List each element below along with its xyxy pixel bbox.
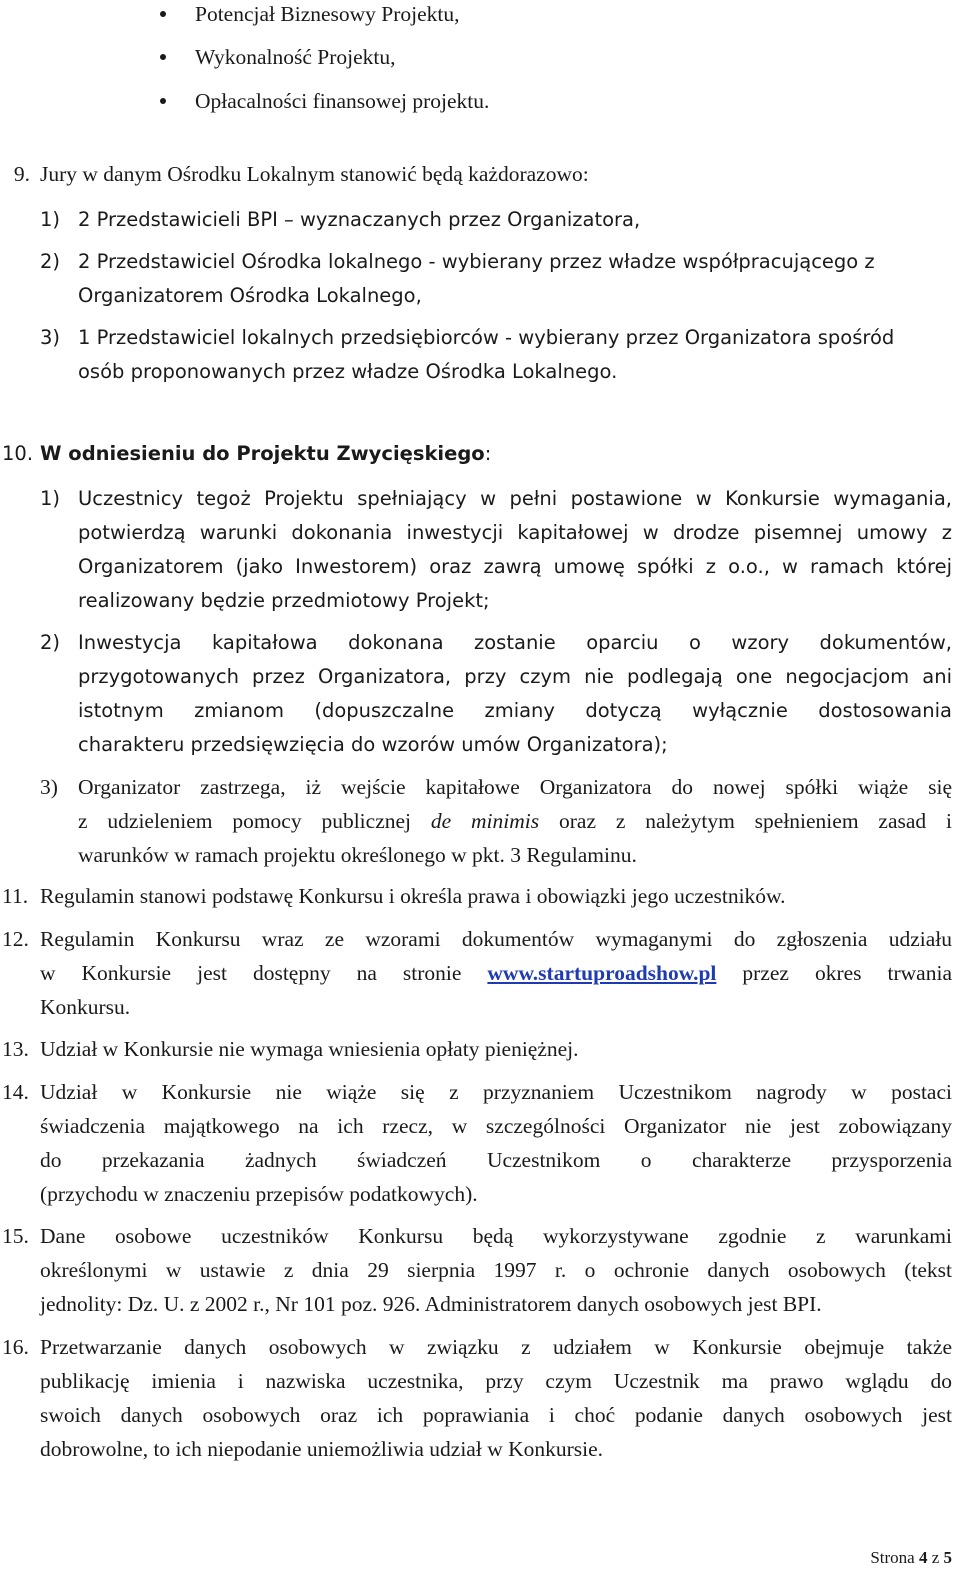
sub-item-text: Inwestycja kapitałowa dokonana zostanie oparciu o wzory dokumentów, <box>78 631 952 654</box>
item-14-text: do przekazania żadnych świadczeń Uczestnikom o charakterze przysporzenia <box>40 1148 952 1172</box>
item-16-text: Przetwarzanie danych osobowych w związku z udziałem w Konkursie obejmuje także <box>40 1335 952 1359</box>
item-number: 13. <box>2 1037 29 1061</box>
item-number: 11. <box>2 884 29 908</box>
sub-item-text: 2 Przedstawicieli BPI – wyznaczanych przez Organizatora, <box>78 208 641 231</box>
sub-item-number: 1) <box>40 487 61 510</box>
sub-item-text: Organizator zastrzega, iż wejście kapitałowe Organizatora do nowej spółki wiąże się <box>78 775 952 799</box>
list-item-text: Wykonalność Projektu, <box>195 45 396 69</box>
sub-item-text: charakteru przedsięwzięcia do wzorów umów Organizatora); <box>78 733 668 756</box>
current-page: 4 <box>918 1548 928 1567</box>
item-9-intro: Jury w danym Ośrodku Lokalnym stanowić będą każdorazowo: <box>40 162 589 186</box>
item-12-text: Konkursu. <box>40 995 131 1019</box>
page-number-footer <box>870 1548 952 1568</box>
sub-item-number: 2) <box>40 250 61 273</box>
item-14-text: świadczenia majątkowego na ich rzecz, w szczególności Organizator nie jest zobowiązany <box>40 1114 952 1138</box>
sub-item-text: osób proponowanych przez władze Ośrodka Lokalnego. <box>78 360 618 383</box>
sub-item-text: Organizatorem Ośrodka Lokalnego, <box>78 284 422 307</box>
sub-item-number: 1) <box>40 208 61 231</box>
item-16-text: dobrowolne, to ich niepodanie uniemożliwia udział w Konkursie. <box>40 1437 604 1461</box>
footer-prefix: Strona <box>870 1548 919 1567</box>
sub-item-text: 2 Przedstawiciel Ośrodka lokalnego - wybierany przez władze współpracującego z <box>78 250 875 273</box>
item-10-heading-bold: W odniesieniu do Projektu Zwycięskiego <box>40 442 485 465</box>
item-10-heading <box>40 442 491 465</box>
item-number: 12. <box>2 927 29 951</box>
bullet-icon <box>160 98 166 104</box>
sub-item-text: Uczestnicy tegoż Projektu spełniający w pełni postawione w Konkursie wymagania, <box>78 487 952 510</box>
item-15-text: Dane osobowe uczestników Konkursu będą wykorzystywane zgodnie z warunkami <box>40 1224 952 1248</box>
sub-item-text: potwierdzą warunki dokonania inwestycji kapitałowej w drodze pisemnej umowy z <box>78 521 952 544</box>
sub-item-text: istotnym zmianom (dopuszczalne zmiany dotyczą wyłącznie dostosowania <box>78 699 952 722</box>
sub-item-text <box>78 809 952 834</box>
item-number: 14. <box>2 1080 29 1104</box>
text-run: w Konkursie jest dostępny na stronie <box>40 961 488 985</box>
list-item-text: Potencjał Biznesowy Projektu, <box>195 2 460 26</box>
footer-separator: z <box>927 1548 944 1567</box>
sub-item-text: realizowany będzie przedmiotowy Projekt; <box>78 589 490 612</box>
item-12-text: Regulamin Konkursu wraz ze wzorami dokumentów wymaganymi do zgłoszenia udziału <box>40 927 952 951</box>
list-item-text: Opłacalności finansowej projektu. <box>195 89 490 113</box>
sub-item-text: przygotowanych przez Organizatora, przy czym nie podlegają one negocjacjom ani <box>78 665 952 688</box>
item-14-text: Udział w Konkursie nie wiąże się z przyznaniem Uczestnikom nagrody w postaci <box>40 1080 952 1104</box>
total-pages: 5 <box>943 1548 952 1567</box>
item-15-text: jednolity: Dz. U. z 2002 r., Nr 101 poz. 926. Administratorem danych osobowych jest BPI. <box>40 1292 822 1316</box>
website-link[interactable]: www.startuproadshow.pl <box>487 961 717 985</box>
item-15-text: określonymi w ustawie z dnia 29 sierpnia 1997 r. o ochronie danych osobowych (tekst <box>40 1258 952 1282</box>
text-run: przez okres trwania <box>716 961 952 985</box>
sub-item-text: 1 Przedstawiciel lokalnych przedsiębiorców - wybierany przez Organizatora spośród <box>78 326 895 349</box>
sub-item-number: 3) <box>40 326 61 349</box>
text-run: z udzieleniem pomocy publicznej <box>78 809 431 833</box>
item-number: 15. <box>2 1224 29 1248</box>
sub-item-number: 2) <box>40 631 61 654</box>
item-14-text: (przychodu w znaczeniu przepisów podatkowych). <box>40 1182 478 1206</box>
sub-item-number: 3) <box>40 775 58 799</box>
item-10-heading-colon: : <box>484 442 492 465</box>
item-16-text: swoich danych osobowych oraz ich poprawiania i choć podanie danych osobowych jest <box>40 1403 952 1427</box>
item-11-text: Regulamin stanowi podstawę Konkursu i określa prawa i obowiązki jego uczestników. <box>40 884 786 908</box>
bullet-icon <box>160 54 166 60</box>
text-run: oraz z należytym spełnieniem zasad i <box>539 809 952 833</box>
item-13-text: Udział w Konkursie nie wymaga wniesienia opłaty pieniężnej. <box>40 1037 579 1061</box>
italic-term: de minimis <box>430 809 540 833</box>
sub-item-text: warunków w ramach projektu określonego w pkt. 3 Regulaminu. <box>78 843 637 867</box>
sub-item-text: Organizatorem (jako Inwestorem) oraz zawrą umowę spółki z o.o., w ramach której <box>78 555 952 578</box>
item-number: 10. <box>2 442 34 465</box>
item-16-text: publikację imienia i nazwiska uczestnika, przy czym Uczestnik ma prawo wglądu do <box>40 1369 952 1393</box>
bullet-icon <box>160 11 166 17</box>
item-number: 16. <box>2 1335 29 1359</box>
item-12-text <box>40 961 952 986</box>
item-number: 9. <box>13 162 30 186</box>
